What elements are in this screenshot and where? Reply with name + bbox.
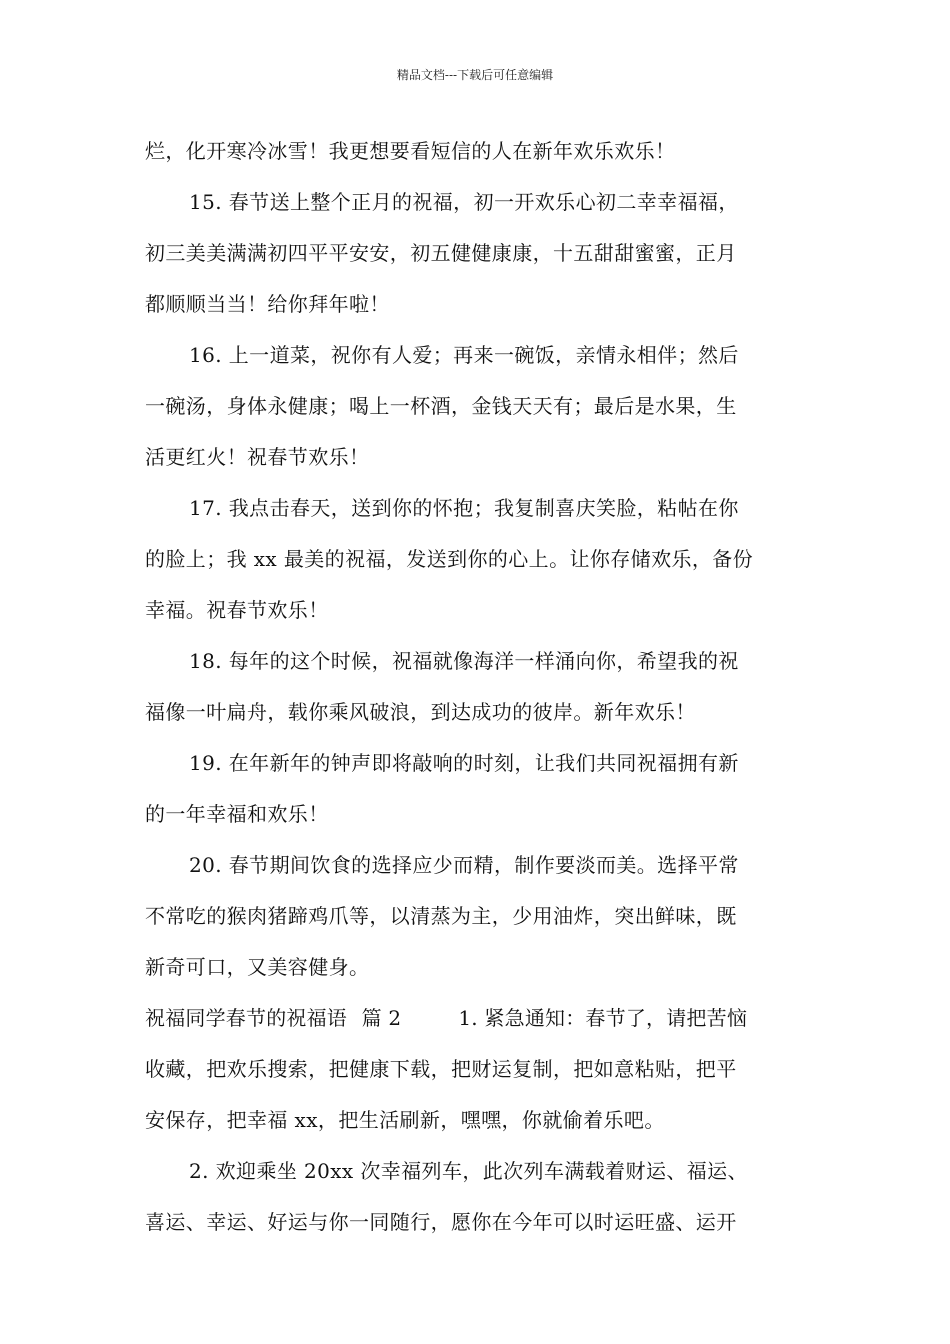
text-line: 喜运、幸运、好运与你一同随行，愿你在今年可以时运旺盛、运开 [145,1210,737,1234]
section-label: 篇 2 [361,1006,402,1030]
paragraph-first-line: 2. 欢迎乘坐 20xx 次幸福列车，此次列车满载着财运、福运、 [189,1159,748,1183]
text-line: 烂，化开寒冷冰雪！我更想要看短信的人在新年欢乐欢乐！ [145,139,676,163]
paragraph-first-line: 16. 上一道菜，祝你有人爱；再来一碗饭，亲情永相伴；然后 [189,343,739,367]
paragraph-first-line: 20. 春节期间饮食的选择应少而精，制作要淡而美。选择平常 [189,853,739,877]
paragraph-first-line: 18. 每年的这个时候，祝福就像海洋一样涌向你，希望我的祝 [189,649,739,673]
text-line: 不常吃的猴肉猪蹄鸡爪等，以清蒸为主，少用油炸，突出鲜味，既 [145,904,737,928]
paragraph-first-line: 17. 我点击春天，送到你的怀抱；我复制喜庆笑脸，粘帖在你 [189,496,739,520]
page-header: 精品文档---下载后可任意编辑 [396,68,554,82]
text-line: 收藏，把欢乐搜索，把健康下载，把财运复制，把如意粘贴，把平 [145,1057,737,1081]
text-line: 一碗汤，身体永健康；喝上一杯酒，金钱天天有；最后是水果，生 [145,394,737,418]
paragraph-first-line: 15. 春节送上整个正月的祝福，初一开欢乐心初二幸幸福福， [189,190,739,214]
text-line: 幸福。祝春节欢乐！ [145,598,329,622]
paragraph-first-line: 19. 在年新年的钟声即将敲响的时刻，让我们共同祝福拥有新 [189,751,739,775]
text-line: 初三美美满满初四平平安安，初五健健康康，十五甜甜蜜蜜，正月 [145,241,737,265]
text-line: 的一年幸福和欢乐！ [145,802,329,826]
text-line: 安保存，把幸福 xx，把生活刷新，嘿嘿，你就偷着乐吧。 [145,1108,665,1132]
section-title: 祝福同学春节的祝福语 [145,1006,347,1030]
section-first-line: 1. 紧急通知：春节了，请把苦恼 [458,1006,748,1030]
section-heading-line [145,993,810,1044]
text-line: 新奇可口，又美容健身。 [145,955,370,979]
text-line: 福像一叶扁舟，载你乘风破浪，到达成功的彼岸。新年欢乐！ [145,700,696,724]
text-line: 的脸上；我 xx 最美的祝福，发送到你的心上。让你存储欢乐，备份 [145,547,754,571]
document-body [145,126,810,1248]
text-line: 活更红火！祝春节欢乐！ [145,445,370,469]
text-line: 都顺顺当当！给你拜年啦！ [145,292,390,316]
